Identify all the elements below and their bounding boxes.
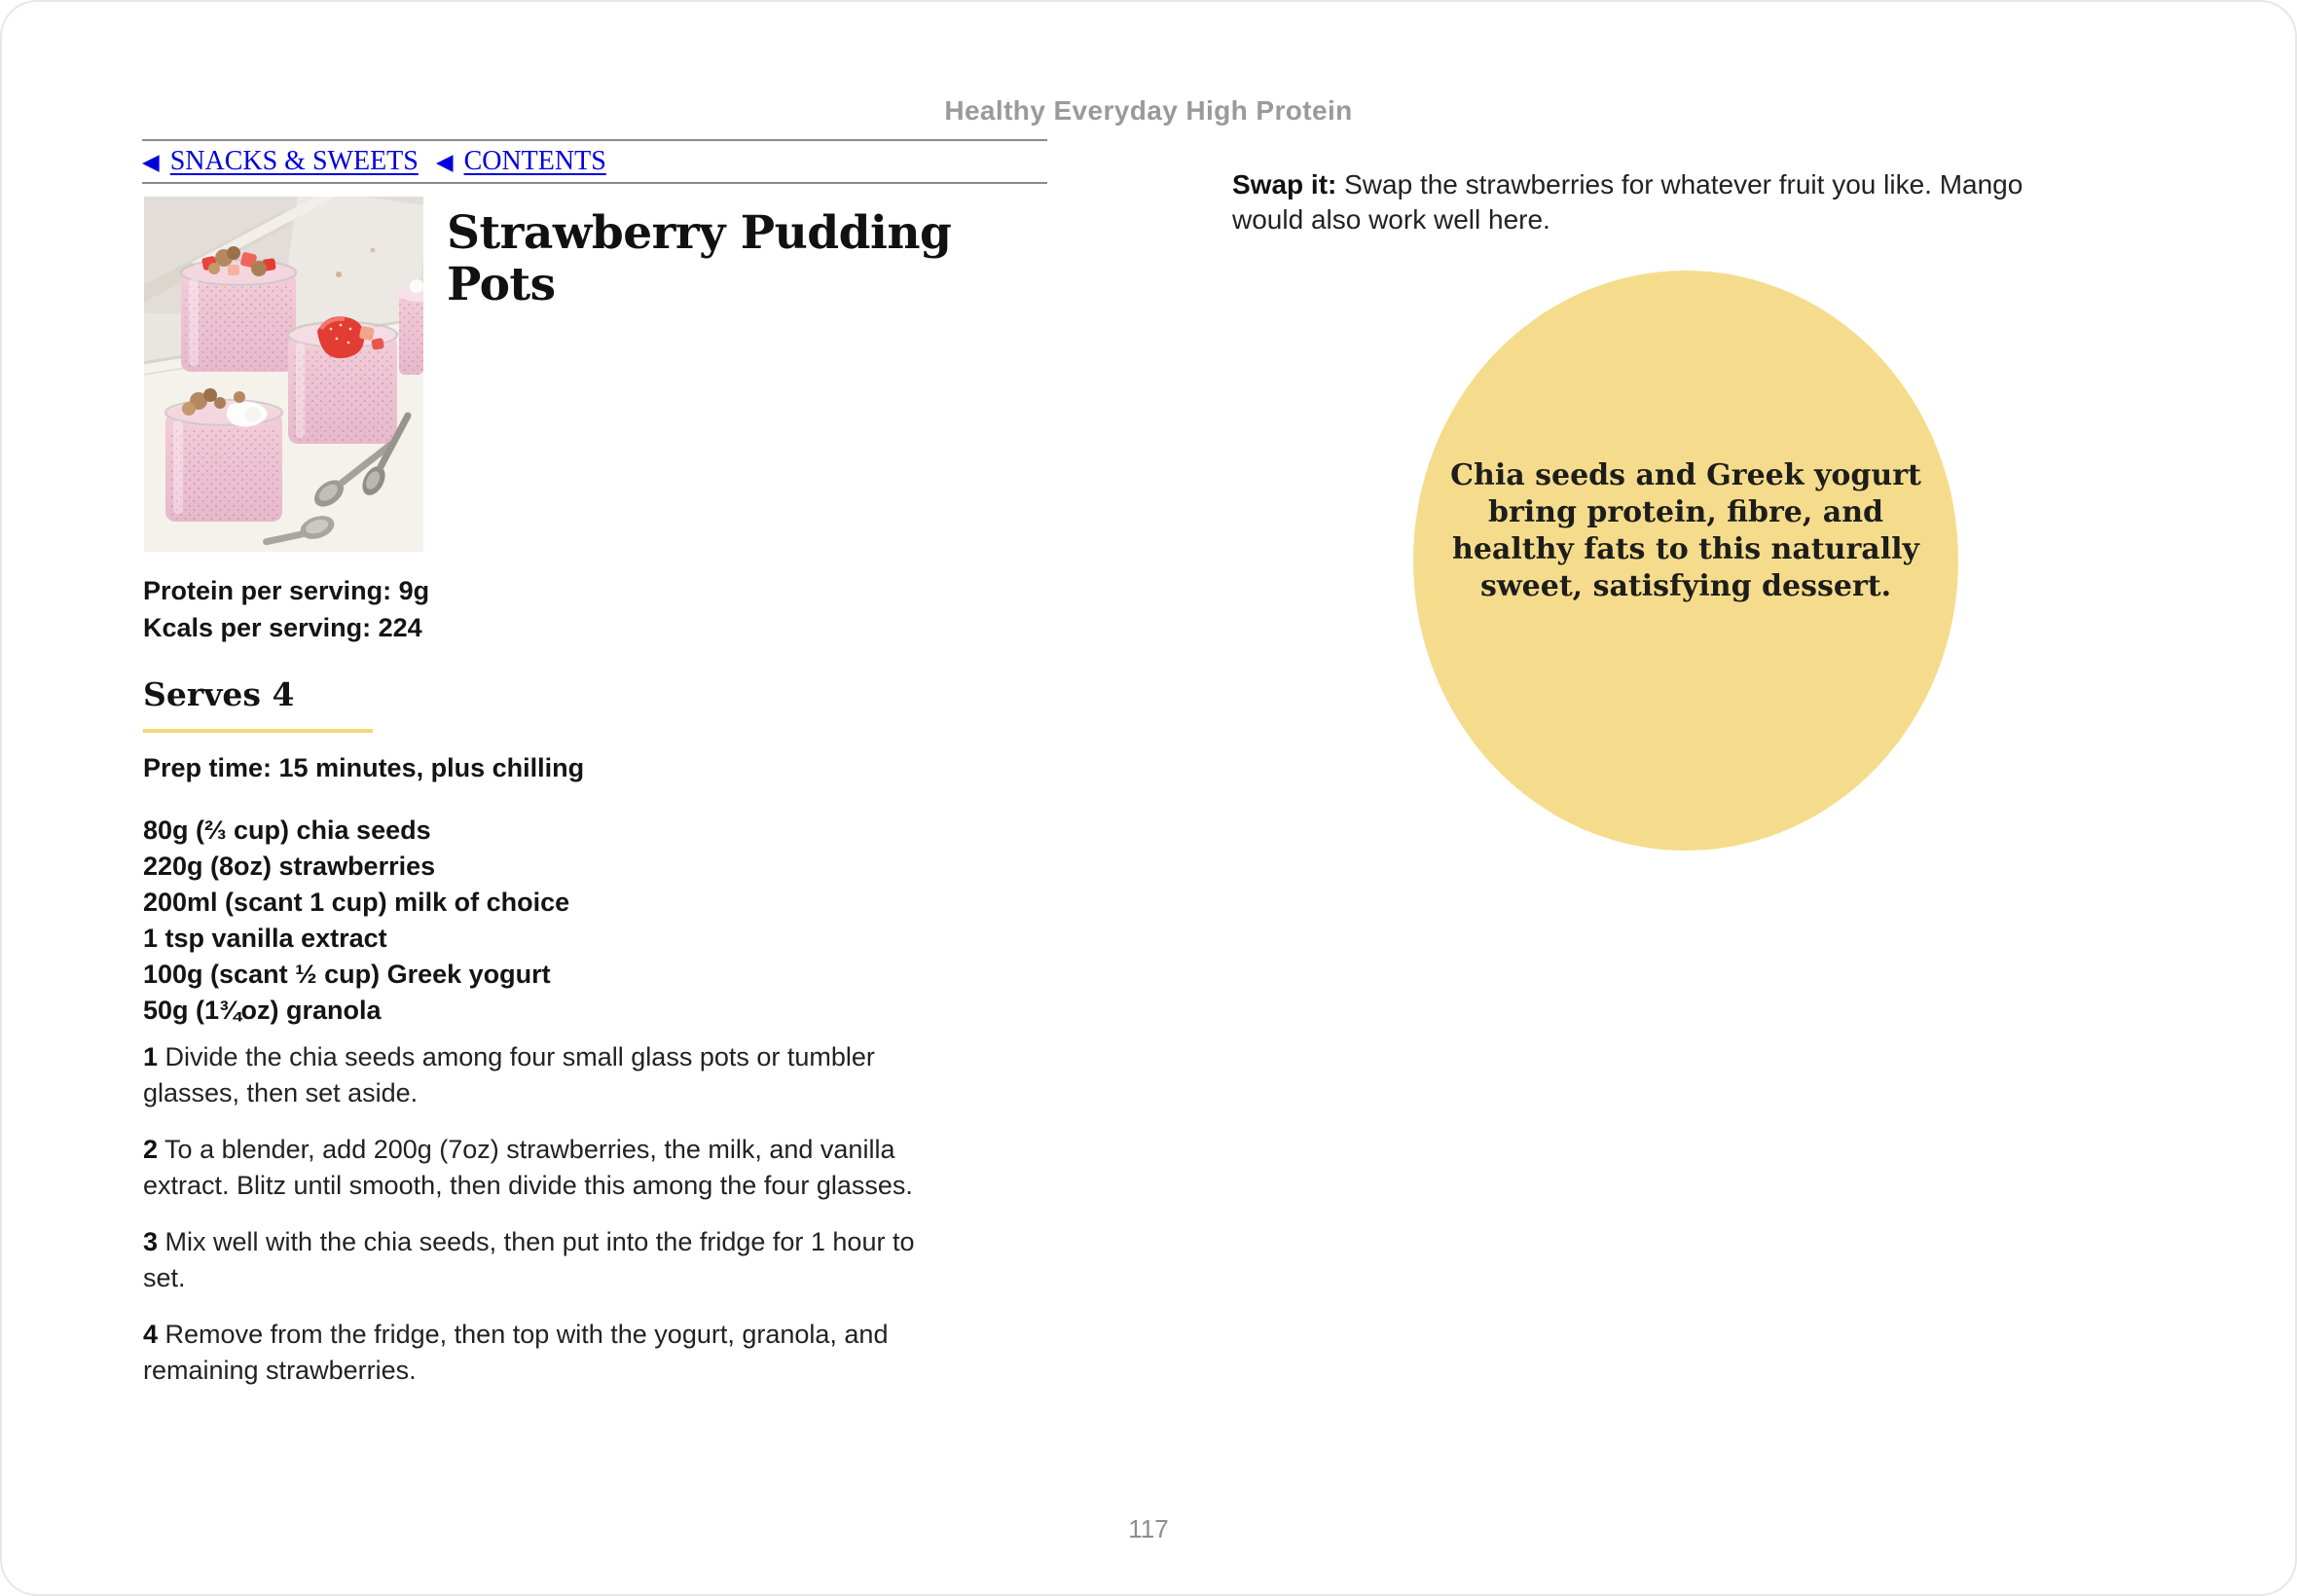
- back-arrow-icon: ◀: [435, 149, 454, 174]
- method-step: [143, 1224, 922, 1296]
- swap-tip-label: Swap it:: [1232, 169, 1337, 200]
- callout-text: [1450, 457, 1921, 605]
- method-step: [143, 1132, 922, 1204]
- recipe-photo: [144, 197, 423, 552]
- ingredient-item: 1 tsp vanilla extract: [143, 924, 387, 953]
- ingredient-item: 100g (scant ½ cup) Greek yogurt: [143, 960, 551, 989]
- protein-per-serving: Protein per serving: 9g: [143, 576, 430, 605]
- step-text: To a blender, add 200g (7oz) strawberries, the milk, and vanilla extract. Blitz until smooth, then divide this among the four glasses.: [143, 1135, 913, 1200]
- ingredient-item: 50g (1¾oz) granola: [143, 996, 382, 1025]
- callout-line: healthy fats to this naturally: [1452, 532, 1919, 566]
- step-number: 3: [143, 1227, 159, 1256]
- pudding-pot-middle: [288, 316, 397, 444]
- pudding-pot-front: [165, 388, 282, 522]
- kcals-per-serving: Kcals per serving: 224: [143, 613, 422, 642]
- callout-line: Chia seeds and Greek yogurt: [1450, 458, 1921, 492]
- nav-link-label: SNACKS & SWEETS: [169, 146, 419, 176]
- swap-tip-text: Swap the strawberries for whatever fruit you like. Mango would also work well here.: [1232, 169, 2024, 235]
- page-number: 117: [1128, 1514, 1169, 1543]
- ingredient-item: 200ml (scant 1 cup) milk of choice: [143, 888, 570, 917]
- step-number: 4: [143, 1320, 159, 1349]
- step-number: 2: [143, 1135, 159, 1164]
- step-text: Divide the chia seeds among four small glass pots or tumbler glasses, then set aside.: [143, 1042, 875, 1107]
- serves-heading: Serves 4: [143, 675, 295, 713]
- ingredient-item: 220g (8oz) strawberries: [143, 852, 436, 881]
- ingredients-list: [143, 813, 569, 1029]
- step-number: 1: [143, 1042, 159, 1071]
- back-arrow-icon: ◀: [142, 149, 160, 174]
- method-steps: [143, 1039, 922, 1409]
- step-text: Remove from the fridge, then top with the yogurt, granola, and remaining strawberries.: [143, 1320, 889, 1385]
- nav-link-contents[interactable]: [436, 146, 606, 177]
- callout-line: bring protein, fibre, and: [1487, 495, 1884, 529]
- method-step: [143, 1317, 922, 1389]
- swap-tip: [1232, 167, 2050, 237]
- pudding-pot-partial: [397, 279, 423, 375]
- recipe-title: Strawberry Pudding Pots: [447, 206, 952, 312]
- nav-link-label: CONTENTS: [463, 146, 606, 176]
- method-step: [143, 1039, 922, 1111]
- serves-underline-rule: [143, 729, 373, 733]
- book-title: Healthy Everyday High Protein: [944, 95, 1353, 126]
- breadcrumb-nav: [142, 139, 1047, 184]
- prep-time: Prep time: 15 minutes, plus chilling: [143, 753, 585, 782]
- callout-circle: [1413, 271, 1958, 851]
- nav-link-snacks-sweets[interactable]: [142, 146, 419, 177]
- pudding-pots-illustration: [144, 197, 423, 552]
- step-text: Mix well with the chia seeds, then put into the fridge for 1 hour to set.: [143, 1227, 915, 1292]
- ingredient-item: 80g (⅔ cup) chia seeds: [143, 816, 431, 845]
- callout-line: sweet, satisfying dessert.: [1479, 569, 1892, 603]
